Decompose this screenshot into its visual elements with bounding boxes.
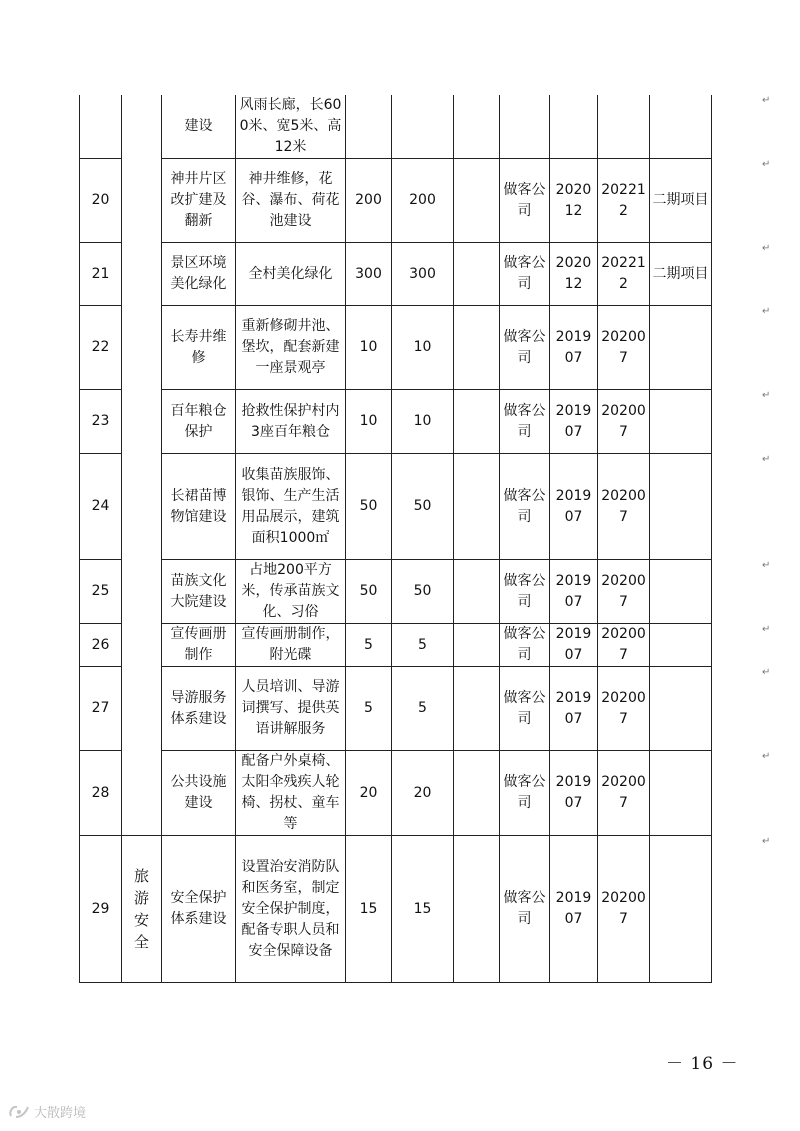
table-row [80, 836, 712, 983]
project-content: 占地200平方米，传承苗族文化、习俗 [236, 560, 346, 624]
return-mark: ↵ [762, 95, 771, 106]
watermark-logo-icon [8, 1104, 30, 1120]
start-date: 201907 [550, 454, 598, 560]
amount-total: 5 [346, 667, 392, 751]
end-date [598, 95, 650, 159]
project-name: 神井片区改扩建及翻新 [162, 159, 236, 243]
end-date: 202007 [598, 751, 650, 836]
row-number: 20 [80, 159, 122, 243]
project-content: 神井维修，花谷、瀑布、荷花池建设 [236, 159, 346, 243]
return-mark: ↵ [762, 454, 771, 465]
amount-self [392, 95, 454, 159]
project-name: 建设 [162, 95, 236, 159]
amount-other [454, 243, 500, 306]
amount-other [454, 159, 500, 243]
start-date: 201907 [550, 390, 598, 454]
start-date: 201907 [550, 667, 598, 751]
implementing-unit: 做客公司 [500, 836, 550, 983]
note [650, 454, 712, 560]
return-mark: ↵ [762, 390, 771, 401]
project-content: 重新修砌井池、堡坎，配套新建一座景观亭 [236, 306, 346, 390]
project-content: 设置治安消防队和医务室，制定安全保护制度，配备专职人员和安全保障设备 [236, 836, 346, 983]
row-number: 21 [80, 243, 122, 306]
watermark [8, 1102, 86, 1121]
end-date: 202007 [598, 454, 650, 560]
project-content: 抢救性保护村内3座百年粮仓 [236, 390, 346, 454]
amount-total: 300 [346, 243, 392, 306]
end-date: 202007 [598, 667, 650, 751]
amount-total [346, 95, 392, 159]
amount-self: 10 [392, 390, 454, 454]
project-content: 宣传画册制作，附光碟 [236, 624, 346, 667]
table-row [80, 243, 712, 306]
table-row [80, 159, 712, 243]
amount-other [454, 454, 500, 560]
amount-total: 50 [346, 454, 392, 560]
note [650, 390, 712, 454]
note [650, 95, 712, 159]
amount-total: 15 [346, 836, 392, 983]
note [650, 306, 712, 390]
return-mark: ↵ [762, 667, 771, 678]
table-row [80, 95, 712, 159]
table-row [80, 454, 712, 560]
category-cell-empty [122, 95, 162, 836]
project-table [79, 95, 712, 983]
return-mark: ↵ [762, 159, 771, 170]
amount-other [454, 624, 500, 667]
implementing-unit: 做客公司 [500, 751, 550, 836]
project-name: 苗族文化大院建设 [162, 560, 236, 624]
project-content: 配备户外桌椅、太阳伞残疾人轮椅、拐杖、童车等 [236, 751, 346, 836]
start-date: 201907 [550, 624, 598, 667]
project-name: 公共设施建设 [162, 751, 236, 836]
implementing-unit: 做客公司 [500, 667, 550, 751]
amount-total: 50 [346, 560, 392, 624]
end-date: 202007 [598, 390, 650, 454]
row-number: 25 [80, 560, 122, 624]
start-date: 201907 [550, 560, 598, 624]
amount-other [454, 836, 500, 983]
amount-self: 300 [392, 243, 454, 306]
note: 二期项目 [650, 159, 712, 243]
return-mark: ↵ [762, 836, 771, 847]
row-number: 23 [80, 390, 122, 454]
category-cell [122, 836, 162, 983]
return-mark: ↵ [762, 306, 771, 317]
note [650, 751, 712, 836]
end-date: 202007 [598, 560, 650, 624]
row-number [80, 95, 122, 159]
amount-total: 5 [346, 624, 392, 667]
amount-self: 50 [392, 560, 454, 624]
end-date: 202007 [598, 624, 650, 667]
start-date: 202012 [550, 159, 598, 243]
amount-total: 10 [346, 306, 392, 390]
row-number: 24 [80, 454, 122, 560]
table-row [80, 390, 712, 454]
note [650, 624, 712, 667]
project-name: 导游服务体系建设 [162, 667, 236, 751]
implementing-unit: 做客公司 [500, 624, 550, 667]
amount-self: 5 [392, 667, 454, 751]
project-name: 宣传画册制作 [162, 624, 236, 667]
implementing-unit: 做客公司 [500, 390, 550, 454]
row-number: 28 [80, 751, 122, 836]
project-content: 全村美化绿化 [236, 243, 346, 306]
start-date: 201907 [550, 751, 598, 836]
return-mark: ↵ [762, 751, 771, 762]
note: 二期项目 [650, 243, 712, 306]
amount-other [454, 390, 500, 454]
amount-total: 200 [346, 159, 392, 243]
amount-self: 50 [392, 454, 454, 560]
implementing-unit [500, 95, 550, 159]
page-number: － 16 － [666, 1054, 739, 1074]
row-number: 22 [80, 306, 122, 390]
start-date: 201907 [550, 836, 598, 983]
amount-other [454, 560, 500, 624]
amount-self: 200 [392, 159, 454, 243]
project-content: 风雨长廊，长600米、宽5米、高12米 [236, 95, 346, 159]
table-row [80, 560, 712, 624]
amount-total: 10 [346, 390, 392, 454]
project-name: 长寿井维修 [162, 306, 236, 390]
end-date: 202007 [598, 836, 650, 983]
note [650, 560, 712, 624]
category-label: 旅游安全 [133, 867, 149, 951]
start-date [550, 95, 598, 159]
implementing-unit: 做客公司 [500, 560, 550, 624]
end-date: 202212 [598, 159, 650, 243]
end-date: 202007 [598, 306, 650, 390]
project-name: 长裙苗博物馆建设 [162, 454, 236, 560]
start-date: 201907 [550, 306, 598, 390]
amount-self: 15 [392, 836, 454, 983]
row-number: 29 [80, 836, 122, 983]
row-number: 27 [80, 667, 122, 751]
project-content: 收集苗族服饰、银饰、生产生活用品展示，建筑面积1000㎡ [236, 454, 346, 560]
implementing-unit: 做客公司 [500, 159, 550, 243]
note [650, 836, 712, 983]
implementing-unit: 做客公司 [500, 306, 550, 390]
amount-other [454, 667, 500, 751]
table-row [80, 751, 712, 836]
project-name: 景区环境美化绿化 [162, 243, 236, 306]
return-mark: ↵ [762, 243, 771, 254]
amount-self: 20 [392, 751, 454, 836]
watermark-text: 大散跨境 [34, 1106, 87, 1121]
implementing-unit: 做客公司 [500, 454, 550, 560]
project-name: 安全保护体系建设 [162, 836, 236, 983]
table-row [80, 624, 712, 667]
table-row [80, 306, 712, 390]
row-number: 26 [80, 624, 122, 667]
table-row [80, 667, 712, 751]
start-date: 202012 [550, 243, 598, 306]
amount-other [454, 95, 500, 159]
return-mark: ↵ [762, 560, 771, 571]
return-mark: ↵ [762, 624, 771, 635]
project-content: 人员培训、导游词撰写、提供英语讲解服务 [236, 667, 346, 751]
amount-total: 20 [346, 751, 392, 836]
amount-self: 5 [392, 624, 454, 667]
amount-self: 10 [392, 306, 454, 390]
end-date: 202212 [598, 243, 650, 306]
project-name: 百年粮仓保护 [162, 390, 236, 454]
amount-other [454, 306, 500, 390]
implementing-unit: 做客公司 [500, 243, 550, 306]
note [650, 667, 712, 751]
amount-other [454, 751, 500, 836]
